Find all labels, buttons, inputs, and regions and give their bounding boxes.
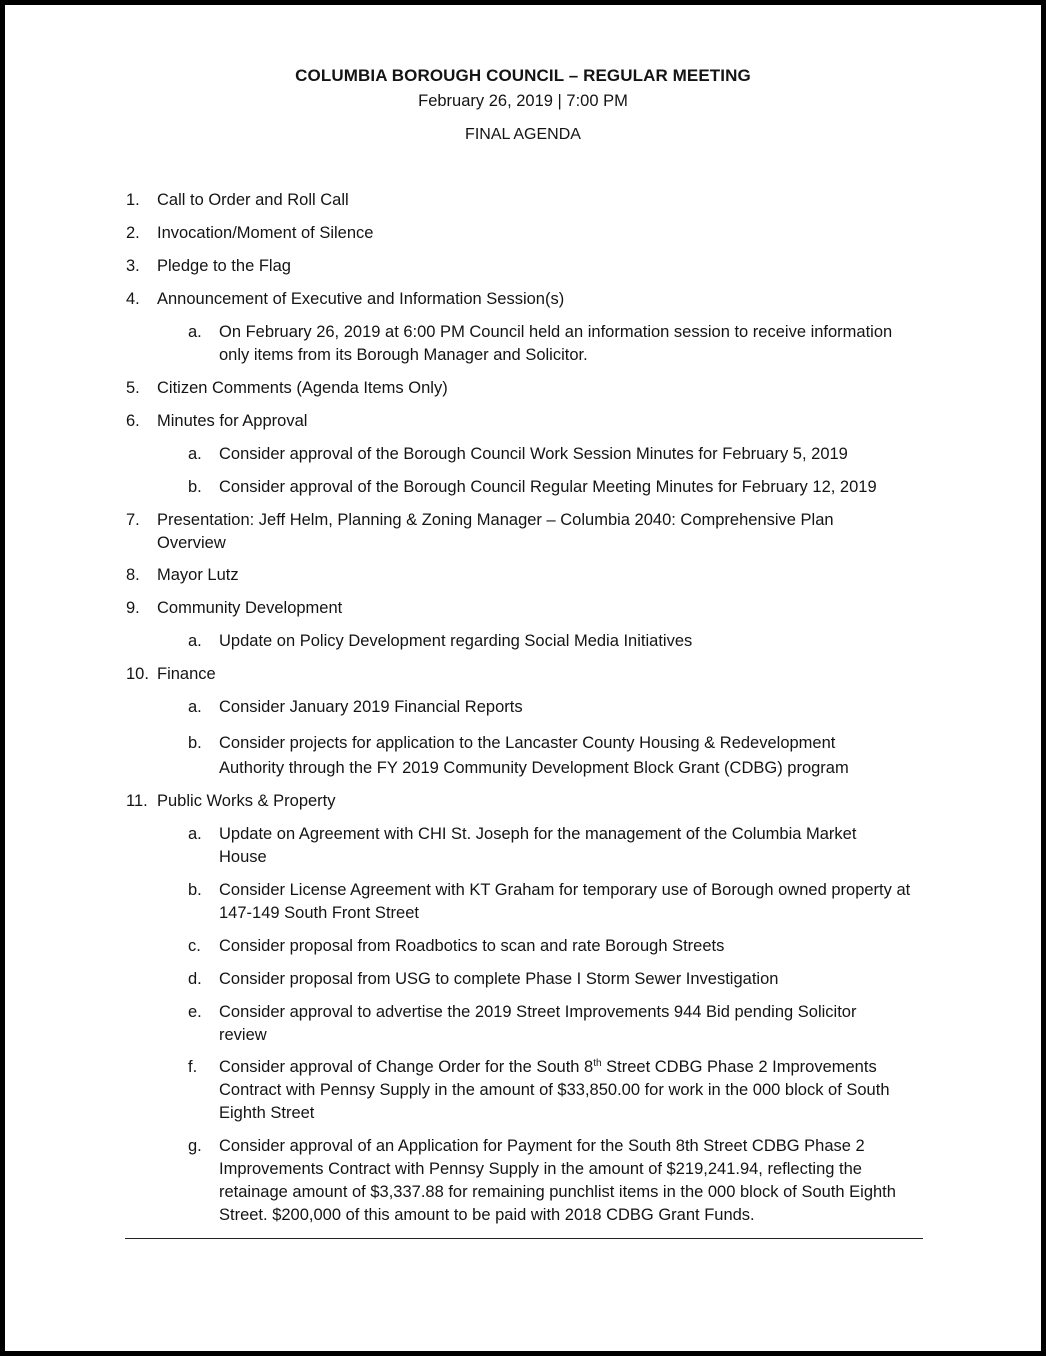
subitem-text-part: Street CDBG Phase 2 Improvements Contract with Pennsy Supply in the amount of $33,850.00 for work in the 000 block of South Eighth Street: [219, 1058, 890, 1122]
subitem-letter: a.: [188, 632, 202, 650]
item-number: 11.: [126, 792, 148, 810]
subitem-text: Consider approval of the Borough Council Work Session Minutes for February 5, 2019: [219, 445, 848, 463]
subitem-text: Consider approval of the Borough Council Regular Meeting Minutes for February 12, 2019: [219, 478, 877, 496]
footer-divider: [125, 1238, 923, 1239]
subitem-text-part: Consider approval of Change Order for the South 8: [219, 1058, 594, 1076]
subitem-letter: f.: [188, 1058, 198, 1076]
item-text: Announcement of Executive and Information Session(s): [157, 290, 565, 308]
meeting-date: February 26, 2019 | 7:00 PM: [418, 92, 628, 110]
item-number: 10.: [126, 665, 149, 683]
item-number: 9.: [126, 599, 140, 617]
item-number: 6.: [126, 412, 140, 430]
item-number: 2.: [126, 224, 140, 242]
item-text: Minutes for Approval: [157, 412, 308, 430]
subitem-letter: a.: [188, 445, 202, 463]
subitem-text: Update on Agreement with CHI St. Joseph for the management of the Columbia Market House: [219, 825, 857, 866]
subitem-text: Consider approval of an Application for Payment for the South 8th Street CDBG Phase 2 Improvements Contract with Pennsy Supply in the amount of $219,241.94, reflecting the retainage amount of $3,337.88 for remaining punchlist items in the 000 block of South Eighth Street. $200,000 of this amount to be paid with 2018 CDBG Grant Funds.: [219, 1137, 896, 1224]
item-number: 8.: [126, 566, 140, 584]
item-number: 1.: [126, 191, 140, 209]
subitem-text: Consider projects for application to the Lancaster County Housing & Redevelopment Authority through the FY 2019 Community Development Block Grant (CDBG) program: [219, 734, 849, 777]
subitem-letter: c.: [188, 937, 201, 955]
item-text: Pledge to the Flag: [157, 257, 291, 275]
meeting-title: COLUMBIA BOROUGH COUNCIL – REGULAR MEETING: [295, 66, 751, 85]
item-number: 4.: [126, 290, 140, 308]
subitem-letter: d.: [188, 970, 202, 988]
subitem-letter: b.: [188, 734, 202, 752]
item-number: 3.: [126, 257, 140, 275]
item-number: 7.: [126, 511, 140, 529]
subitem-text: [219, 1056, 919, 1125]
subitem-letter: a.: [188, 825, 202, 843]
item-text: Invocation/Moment of Silence: [157, 224, 374, 242]
item-text: Presentation: Jeff Helm, Planning & Zoning Manager – Columbia 2040: Comprehensive Plan Overview: [157, 511, 834, 552]
subitem-letter: b.: [188, 881, 202, 899]
item-number: 5.: [126, 379, 140, 397]
item-text: Mayor Lutz: [157, 566, 239, 584]
subitem-letter: b.: [188, 478, 202, 496]
subitem-text: Consider License Agreement with KT Graham for temporary use of Borough owned property at 147-149 South Front Street: [219, 881, 911, 922]
subitem-letter: a.: [188, 698, 202, 716]
subitem-letter: a.: [188, 323, 202, 341]
item-text: Citizen Comments (Agenda Items Only): [157, 379, 448, 397]
subitem-letter: e.: [188, 1003, 202, 1021]
ordinal-suffix: th: [593, 1058, 602, 1069]
subitem-text: Consider proposal from Roadbotics to scan and rate Borough Streets: [219, 937, 725, 955]
subitem-text: Update on Policy Development regarding Social Media Initiatives: [219, 632, 693, 650]
agenda-status: FINAL AGENDA: [465, 126, 581, 143]
subitem-text: Consider January 2019 Financial Reports: [219, 698, 523, 716]
item-text: Call to Order and Roll Call: [157, 191, 349, 209]
subitem-text: Consider proposal from USG to complete Phase I Storm Sewer Investigation: [219, 970, 779, 988]
subitem-letter: g.: [188, 1137, 202, 1155]
item-text: Public Works & Property: [157, 792, 336, 810]
item-text: Community Development: [157, 599, 343, 617]
subitem-text: On February 26, 2019 at 6:00 PM Council held an information session to receive information only items from its Borough Manager and Solicitor.: [219, 323, 893, 364]
item-text: Finance: [157, 665, 216, 683]
subitem-text: Consider approval to advertise the 2019 Street Improvements 944 Bid pending Solicitor review: [219, 1003, 857, 1044]
